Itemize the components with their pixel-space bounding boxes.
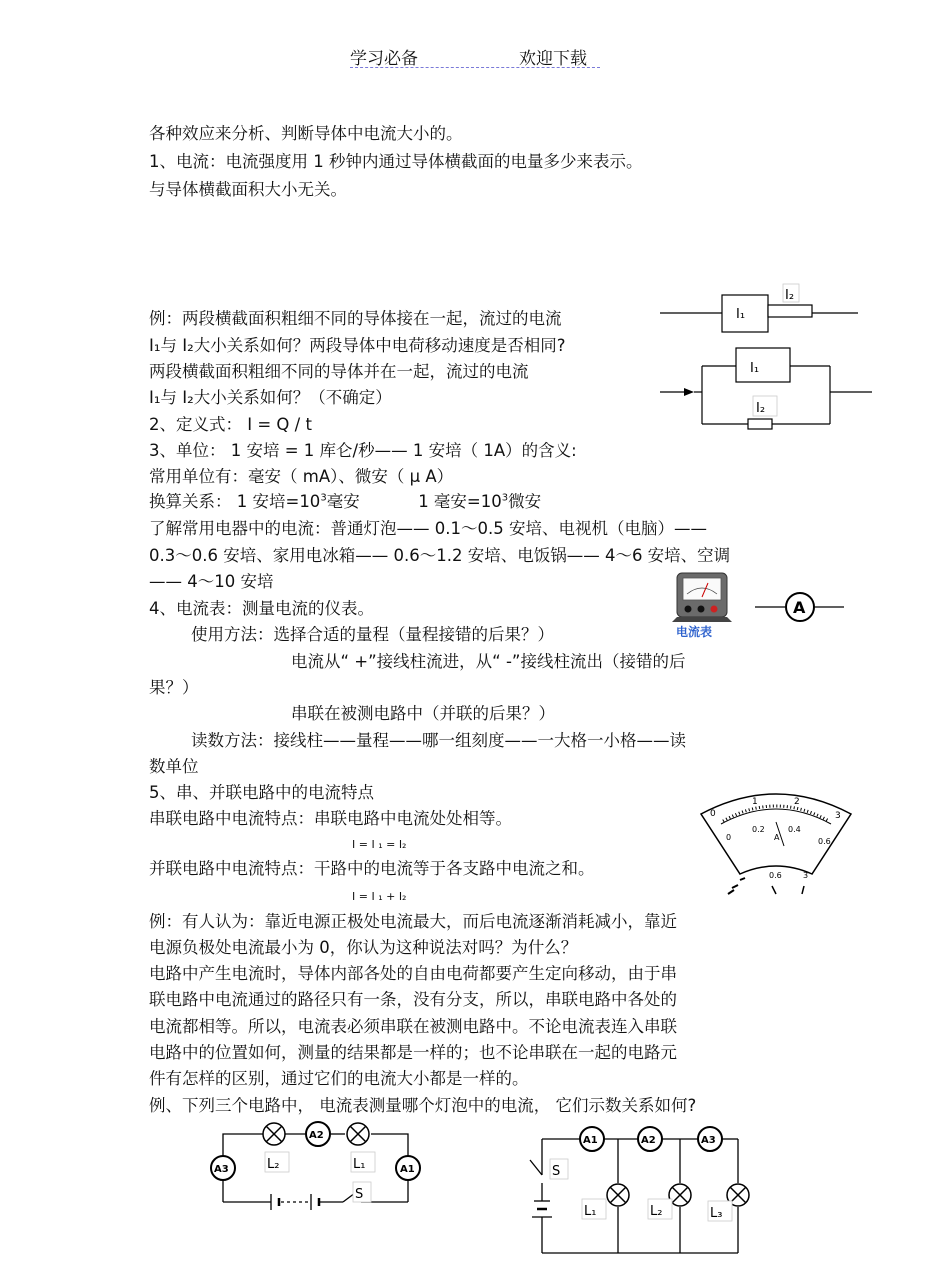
series-circuit-diagram [205,1118,425,1228]
header-left: 学习必备 [350,49,418,69]
text-line-17: 电流从“ +”接线柱流进，从“ -”接线柱流出（接错的后 [291,652,686,671]
text-line-32: 例、下列三个电路中， 电流表测量哪个灯泡中的电流， 它们示数关系如何? [149,1096,697,1115]
ammeter-label-c2-a2: A2 [641,1135,656,1146]
text-line-23: 串联电路中电流特点：串联电路中电流处处相等。 [149,809,512,828]
text-line-25: 例：有人认为：靠近电源正极处电流最大，而后电流逐渐消耗减小，靠近 [149,912,677,931]
text-line-10: 常用单位有：毫安（ mA）、微安（ μ A） [149,467,454,486]
conversion-part-2: 毫安 [326,492,360,511]
text-line-28: 联电路中电流通过的路径只有一条，没有分支，所以，串联电路中各处的 [149,990,677,1009]
text-line-16: 使用方法：选择合适的量程（量程接错的后果？） [191,625,554,644]
text-line-26: 电源负极处电流最小为 0，你认为这种说法对吗？为什么？ [149,938,578,957]
scale-top-1: 1 [752,797,758,807]
text-line-2: 1、电流：电流强度用 1 秒钟内通过导体横截面的电量多少来表示。 [149,152,643,171]
parallel-i1-label: I₁ [750,361,760,376]
series-i1-label: I₁ [736,307,746,322]
text-line-12: 了解常用电器中的电流：普通灯泡—— 0.1～0.5 安培、电视机（电脑）—— [149,519,707,538]
text-line-19: 串联在被测电路中（并联的后果？） [291,704,555,723]
scale-top-0: 0 [710,809,716,819]
conversion-part-3: 1 毫安=10 [418,492,502,511]
text-line-20: 读数方法：接线柱——量程——哪一组刻度——一大格一小格——读 [191,731,686,750]
text-line-30: 电路中的位置如何，测量的结果都是一样的；也不论串联在一起的电路元 [149,1043,677,1062]
switch-label-c1: S [355,1187,364,1202]
scale-bottom-3: 0.6 [818,837,831,846]
text-line-4: 例：两段横截面积粗细不同的导体接在一起，流过的电流 [149,309,562,328]
switch-label-c2: S [552,1164,561,1179]
text-line-18: 果？） [149,678,199,697]
scale-unit: A [774,833,780,842]
ammeter-label-c1-a1: A1 [400,1164,415,1175]
text-line-3: 与导体横截面积大小无关。 [149,180,347,199]
scale-bottom-2: 0.4 [788,825,801,834]
text-line-1: 各种效应来分析、判断导体中电流大小的。 [149,124,463,143]
text-line-31: 件有怎样的区别，通过它们的电流大小都是一样的。 [149,1069,529,1088]
lamp-label-c1-l1: L₁ [353,1157,366,1172]
scale-top-2: 2 [794,797,800,807]
lamp-label-c1-l2: L₂ [267,1157,280,1172]
lamp-icon [607,1184,629,1206]
lamp-icon [347,1123,369,1145]
lamp-icon [263,1123,285,1145]
scale-top-3: 3 [835,811,841,821]
text-line-15: 4、电流表：测量电流的仪表。 [149,599,374,618]
ammeter-illustration [670,570,850,645]
text-line-27: 电路中产生电流时，导体内部各处的自由电荷都要产生定向移动，由于串 [149,964,677,983]
text-line-22: 5、串、并联电路中的电流特点 [149,783,374,802]
exponent-2: 3 [501,492,509,504]
parallel-formula: I = I ₁ + I₂ [352,890,407,903]
parallel-i2-label: I₂ [756,401,766,416]
conversion-part-4: 微安 [508,492,542,511]
text-line-29: 电流都相等。所以，电流表必须串联在被测电路中。不论电流表连入串联 [149,1017,677,1036]
series-formula: I = I ₁ = I₂ [352,838,407,851]
lamp-label-c2-l1: L₁ [584,1204,597,1219]
exponent-1: 3 [320,492,327,504]
ammeter-label-c1-a3: A3 [214,1164,229,1175]
definition-formula: 2、定义式： I = Q / t [149,415,312,434]
text-line-9: 3、单位： 1 安培 = 1 库仑/秒—— 1 安培（ 1A）的含义: [149,441,577,460]
text-line-6: 两段横截面积粗细不同的导体并在一起，流过的电流 [149,362,529,381]
header-right: 欢迎下载 [519,49,587,69]
ammeter-symbol: A [793,598,806,617]
terminal-3: 3 [803,871,809,880]
scale-bottom-0: 0 [726,833,732,842]
conversion-line [149,491,541,513]
text-line-5: I₁与 I₂大小关系如何？两段导体中电荷移动速度是否相同? [149,336,566,355]
text-line-21: 数单位 [149,757,199,776]
header-underline [350,67,600,68]
text-line-14: —— 4～10 安培 [149,572,274,591]
ammeter-label-c2-a1: A1 [583,1135,598,1146]
series-conductor-diagram [660,280,860,340]
text-line-7: I₁与 I₂大小关系如何？（不确定） [149,388,392,407]
ammeter-scale-figure [696,786,858,916]
text-line-13: 0.3～0.6 安培、家用电冰箱—— 0.6～1.2 安培、电饭锅—— 4～6 安培、空调 [149,546,731,565]
ammeter-label-c2-a3: A3 [701,1135,716,1146]
conversion-part-1: 换算关系： 1 安培=10 [149,492,321,511]
parallel-circuit-diagram [520,1125,760,1260]
text-line-24: 并联电路中电流特点：干路中的电流等于各支路中电流之和。 [149,859,595,878]
ammeter-label-c1-a2: A2 [309,1130,324,1141]
lamp-label-c2-l2: L₂ [650,1204,663,1219]
ammeter-caption: 电流表 [676,625,713,639]
series-i2-label: I₂ [785,288,795,303]
parallel-conductor-diagram [660,342,875,432]
scale-bottom-1: 0.2 [752,825,765,834]
lamp-label-c2-l3: L₃ [710,1206,723,1221]
terminal-0-6: 0.6 [769,871,782,880]
